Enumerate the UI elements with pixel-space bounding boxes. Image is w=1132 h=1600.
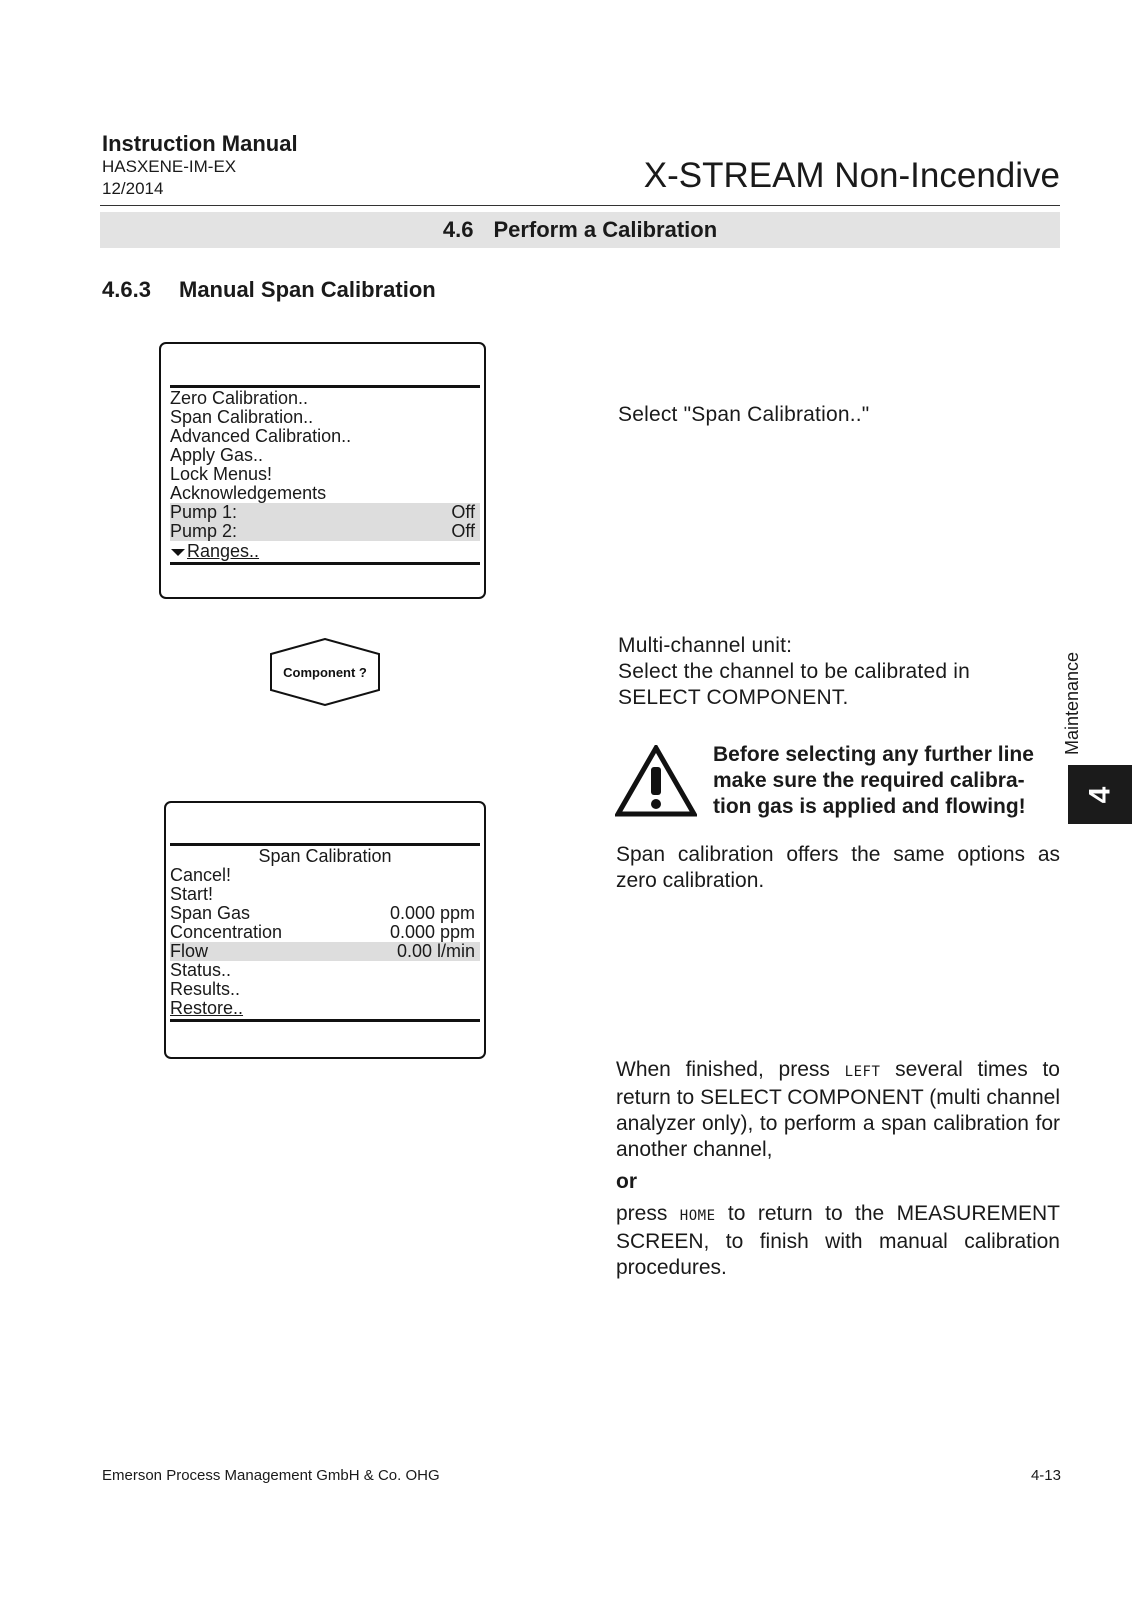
menu-item-pump-2[interactable]: Pump 2: Off: [170, 522, 480, 541]
pump-1-value: Off: [451, 502, 475, 522]
menu-item-span-calibration[interactable]: Span Calibration..: [170, 407, 314, 427]
component-key-hexagon: [270, 638, 380, 706]
finish-left-paragraph: When finished, press LEFT several times to return to SELECT COMPONENT (multi channel analyzer only), to perform a span calibration for another channel,: [616, 1058, 1060, 1161]
footer-company: Emerson Process Management GmbH & Co. OHG: [102, 1467, 440, 1484]
menu-item-pump-1[interactable]: Pump 1: Off: [170, 503, 480, 522]
menu-item-span-gas[interactable]: Span Gas 0.000 ppm: [170, 904, 480, 923]
screen-bottom-rule: [170, 1019, 480, 1022]
warning-text: Before selecting any further line make sure the required calibra- tion gas is applied and flowing!: [713, 743, 1034, 818]
component-key-label: Component ?: [283, 665, 367, 680]
scroll-down-arrow-icon: [171, 549, 185, 556]
section-heading-bar: [100, 212, 1060, 248]
section-number: 4.6: [442, 217, 474, 242]
menu-item-flow[interactable]: Flow 0.00 l/min: [170, 942, 480, 961]
instruction-select-span: Select "Span Calibration..": [618, 403, 870, 426]
span-info-paragraph: Span calibration offers the same options as zero calibration.: [616, 843, 1060, 892]
screen-bottom-rule: [170, 562, 480, 565]
subsection-title: Manual Span Calibration: [179, 277, 436, 302]
finish-instructions: [616, 1057, 1060, 1287]
footer-page-number: 4-13: [1030, 1467, 1061, 1484]
menu-item-zero-calibration[interactable]: Zero Calibration..: [170, 388, 309, 408]
warning-triangle-icon: [615, 745, 697, 817]
flow-value: 0.00 l/min: [396, 941, 475, 961]
menu-item-start[interactable]: Start!: [170, 884, 214, 904]
span-gas-value: 0.000 ppm: [389, 903, 475, 923]
menu-item-apply-gas[interactable]: Apply Gas..: [170, 445, 264, 465]
menu-item-ranges[interactable]: Ranges..: [170, 542, 480, 561]
document-id: HASXENE-IM-EX: [102, 157, 237, 176]
instruction-multi-channel: Multi-channel unit: Select the channel to be calibrated in SELECT COMPONENT.: [618, 634, 970, 709]
key-home: HOME: [679, 1208, 716, 1224]
or-separator: or: [616, 1170, 637, 1193]
menu-item-cancel[interactable]: Cancel!: [170, 865, 232, 885]
section-title: Perform a Calibration: [493, 217, 718, 242]
menu-item-status[interactable]: Status..: [170, 960, 232, 980]
menu-item-advanced-calibration[interactable]: Advanced Calibration..: [170, 426, 352, 446]
chapter-tab: [1068, 765, 1132, 824]
header-divider: [100, 205, 1060, 206]
product-name: X-STREAM Non-Incendive: [643, 156, 1060, 195]
finish-home-paragraph: press HOME to return to the MEASUREMENT SCREEN, to finish with manual calibration procedures.: [616, 1202, 1060, 1279]
menu-item-acknowledgements[interactable]: Acknowledgements: [170, 483, 327, 503]
chapter-side-label: Maintenance: [1062, 651, 1082, 755]
menu-item-lock-menus[interactable]: Lock Menus!: [170, 464, 273, 484]
document-date: 12/2014: [102, 179, 164, 198]
menu-item-restore[interactable]: Restore..: [170, 998, 244, 1018]
screen-title: Span Calibration: [258, 846, 392, 866]
concentration-value: 0.000 ppm: [389, 922, 475, 942]
key-left: LEFT: [844, 1064, 881, 1080]
span-calibration-screen: [164, 801, 486, 1059]
chapter-number: 4: [1083, 786, 1116, 803]
subsection-number: 4.6.3: [102, 277, 151, 302]
subsection-heading: [102, 277, 436, 303]
calibration-menu-screen: [159, 342, 486, 599]
manual-title: Instruction Manual: [102, 131, 298, 156]
menu-item-results[interactable]: Results..: [170, 979, 241, 999]
menu-item-concentration[interactable]: Concentration 0.000 ppm: [170, 923, 480, 942]
pump-2-value: Off: [451, 521, 475, 541]
